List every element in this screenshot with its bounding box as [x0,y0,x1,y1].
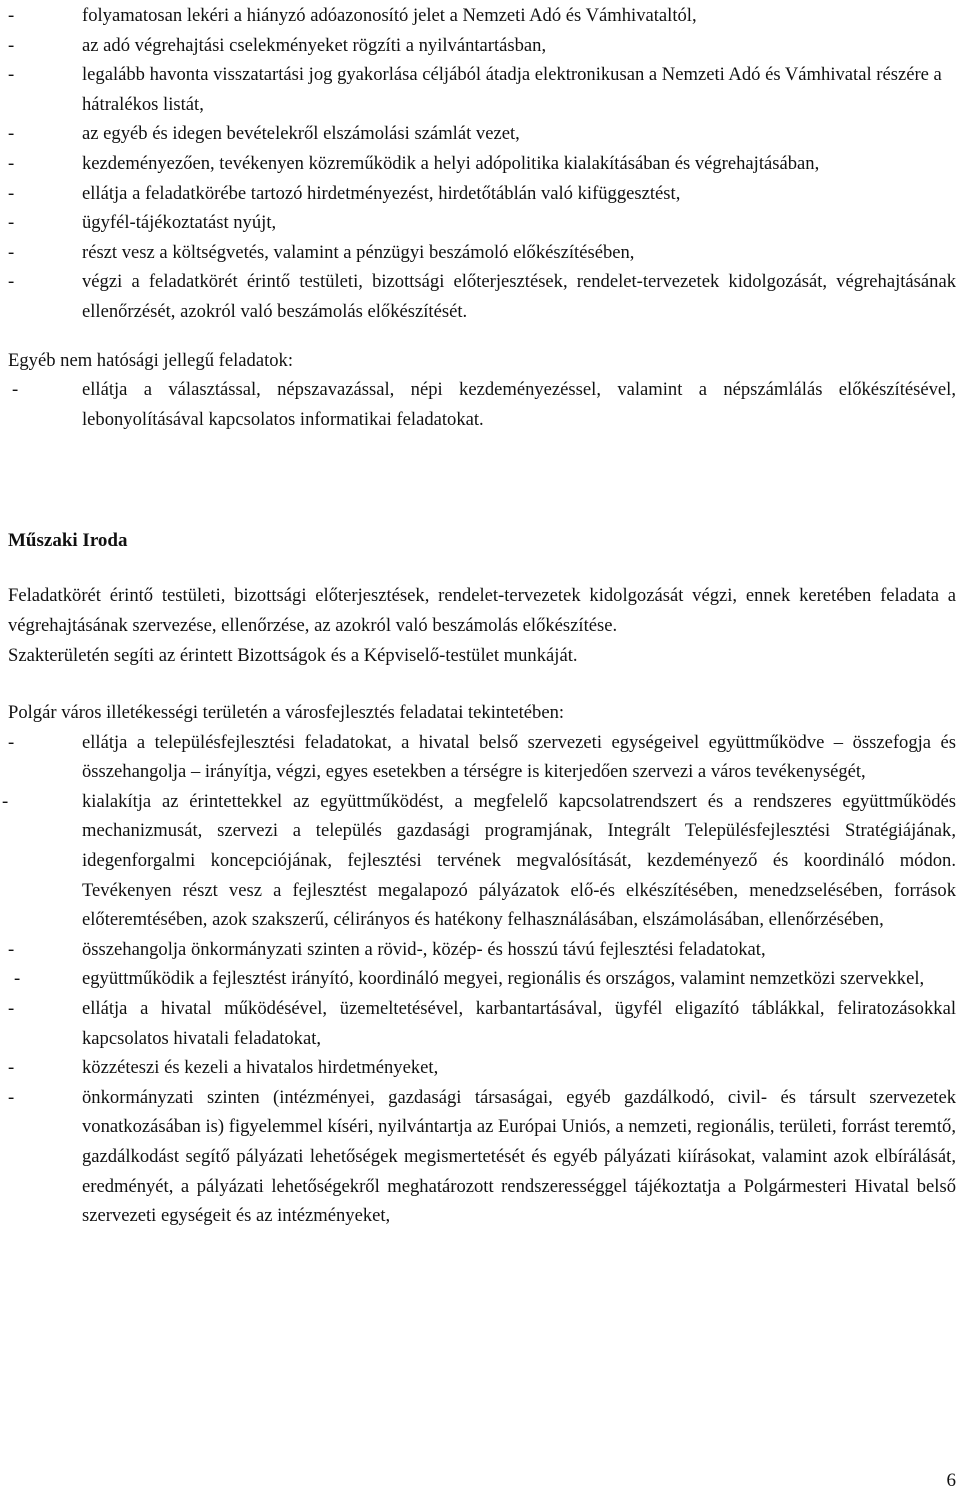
list-item [8,1,956,31]
non-authority-tasks [8,346,956,435]
bullet-dash: - [12,379,19,401]
bullet-dash: - [8,241,15,263]
list-item-text: közzéteszi és kezeli a hivatalos hirdetményeket, [82,1057,439,1079]
list-item-text: ügyfél-tájékoztatást nyújt, [82,212,277,234]
list-item-text: részt vesz a költségvetés, valamint a pénzügyi beszámoló előkészítésében, [82,241,635,263]
urban-development-title: Polgár város illetékességi területén a városfejlesztés feladatai tekintetében: [8,702,565,724]
list-item [8,375,956,434]
list-item-text: az adó végrehajtási cselekményeket rögzíti a nyilvántartásban, [82,34,547,56]
list-item [2,787,956,935]
bullet-dash: - [8,212,15,234]
list-item-text: folyamatosan lekéri a hiányzó adóazonosító jelet a Nemzeti Adó és Vámhivataltól, [82,5,697,26]
bullet-dash: - [8,731,15,753]
list-item [8,31,956,61]
non-authority-title: Egyéb nem hatósági jellegű feladatok: [8,349,294,371]
list-item [8,267,956,326]
list-item-text: összehangolja önkormányzati szinten a rövid-, közép- és hosszú távú fejlesztési feladatokat, [82,938,766,960]
list-item-text: kezdeményezően, tevékenyen közreműködik a helyi adópolitika kialakításában és végrehajtásában, [82,152,820,174]
list-item-text: ellátja a településfejlesztési feladatokat, a hivatal belső szervezeti egységeivel együttműködve – összefogja és összehangolja – irányítja, végzi, egyes esetekben a térségre is kiterjedően szervezi a város tevékenységét, [82,731,956,783]
list-item-text: ellátja a feladatkörébe tartozó hirdetményezést, hirdetőtáblán való kifüggesztést, [82,182,681,204]
section-intro-2: Szakterületén segíti az érintett Bizottságok és a Képviselő-testület munkáját. [8,644,578,666]
document-page [2,0,956,1231]
bullet-dash: - [8,34,15,56]
bullet-dash: - [8,123,15,145]
bullet-dash: - [2,790,9,812]
bullet-dash: - [8,5,15,26]
urban-development-list [2,728,956,1231]
section-heading: Műszaki Iroda [8,530,128,552]
list-item-text: végzi a feladatkörét érintő testületi, bizottsági előterjesztések, rendelet-tervezetek kidolgozását, végrehajtásának ellenőrzését, azokról való beszámolás előkészítését. [82,271,956,322]
list-item-text: ellátja a hivatal működésével, üzemeltetésével, karbantartásával, ügyfél eligazító táblákkal, feliratozásokkal kapcsolatos hivatali feladatokat, [82,998,956,1049]
list-item [8,1083,956,1231]
list-item-text: legalább havonta visszatartási jog gyakorlása céljából átadja elektronikusan a Nemzeti Adó és Vámhivatal részére a hátralékos listát, [82,64,942,115]
bullet-dash: - [8,938,15,960]
bullet-dash: - [8,64,15,86]
list-item [8,119,956,149]
bullet-dash: - [8,152,15,174]
bullet-dash: - [8,271,15,293]
list-item [8,238,956,268]
bullet-dash: - [8,998,15,1020]
list-item [8,179,956,209]
list-item [8,994,956,1053]
list-item [8,208,956,238]
non-authority-list [8,375,956,434]
page-number: 6 [946,1470,956,1491]
list-item [8,728,956,787]
tax-duties-list [8,0,956,327]
bullet-dash: - [8,1057,15,1079]
list-item [8,149,956,179]
list-item [8,60,956,119]
bullet-dash: - [8,182,15,204]
list-item [8,935,956,965]
list-item-text: önkormányzati szinten (intézményei, gazdasági társaságai, egyéb gazdálkodó, civil- és társult szervezetek vonatkozásában is) figyelemmel kíséri, nyilvántartja az Európai Uniós, a nemzeti, regionális, területi, forrást teremtő, gazdálkodást segítő pályázati lehetőségek megismertetését és egyéb pályázati kiírásokat, valamint azok elbírálását, eredményét, a pályázati lehetőségekről meghatározott rendszerességgel tájékoztatja a Polgármesteri Hivatal belső szervezeti egységeit és az intézményeket, [82,1086,956,1227]
list-item-text: együttműködik a fejlesztést irányító, koordináló megyei, regionális és országos, valamint nemzetközi szervekkel, [82,968,925,990]
list-item-text: az egyéb és idegen bevételekről elszámolási számlát vezet, [82,123,520,145]
list-item [8,964,956,994]
bullet-dash: - [8,1086,15,1108]
list-item-text: kialakítja az érintettekkel az együttműködést, a megfelelő kapcsolatrendszert és a rendszeres együttműködés mechanizmusát, szervezi a település gazdasági programjának, Integrált Településfejlesztési Stratégiájának, idegenforgalmi koncepciójának, fejlesztési tervének megvalósítását, kezdeményező és koordináló módon. Tevékenyen részt vesz a fejlesztést megalapozó pályázatok elő-és elkészítésében, menedzselésében, források előteremtésében, azok szakszerű, célirányos és hatékony felhasználásában, elszámolásában, ellenőrzésében, [82,790,956,931]
list-item [8,1053,956,1083]
section-intro: Feladatkörét érintő testületi, bizottsági előterjesztések, rendelet-tervezetek kidolgozását végzi, ennek keretében feladata a végrehajtásának szervezése, ellenőrzése, az azokról való beszámolás előkészítése. [8,585,956,636]
bullet-dash: - [14,968,21,990]
list-item-text: ellátja a választással, népszavazással, népi kezdeményezéssel, valamint a népszámlálás előkészítésével, lebonyolításával kapcsolatos informatikai feladatokat. [82,379,956,430]
